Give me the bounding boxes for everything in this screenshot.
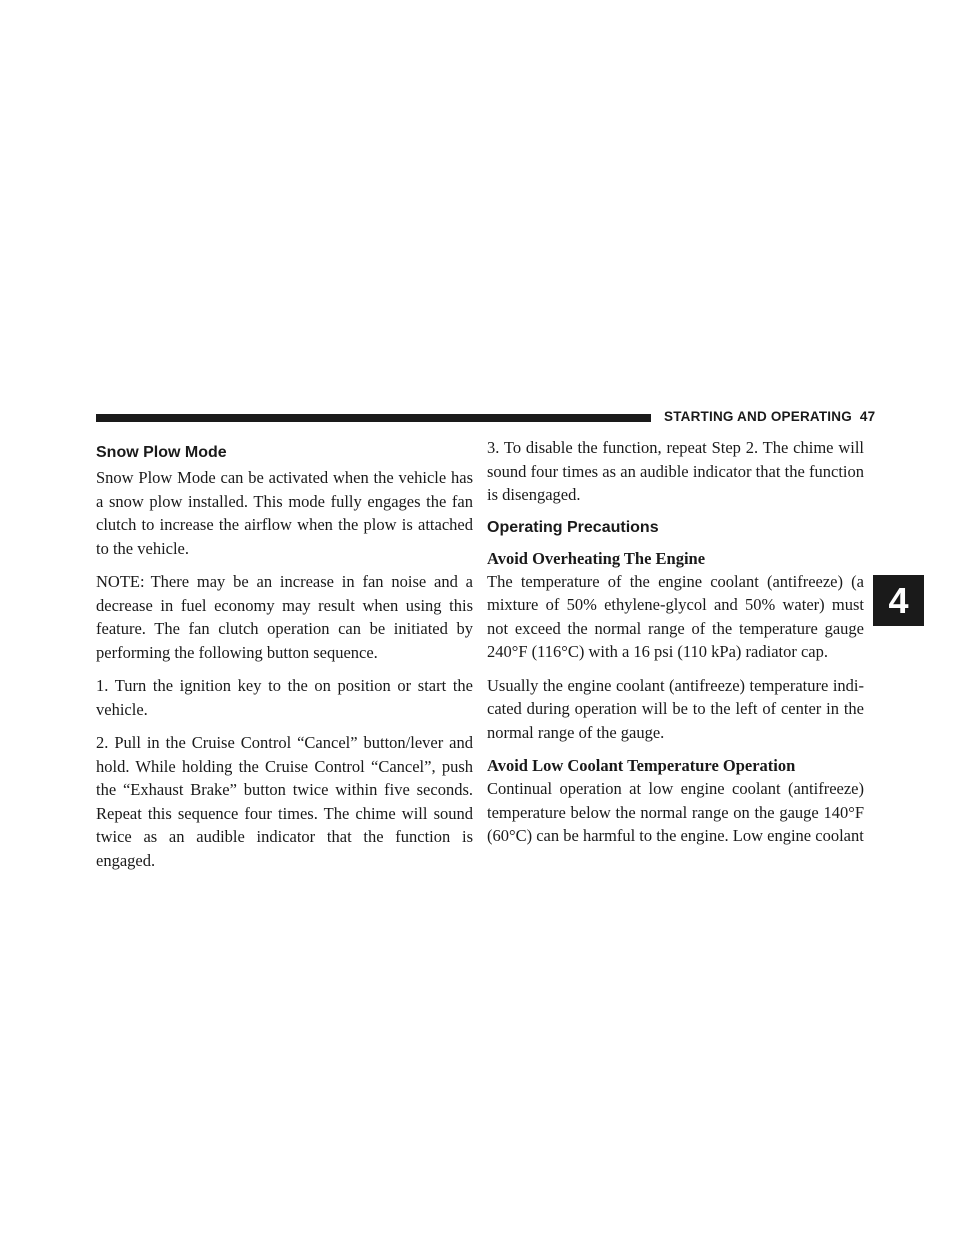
step-3: 3. To disable the function, repeat Step 2. The chime will sound four times as an audible indicator that the function is disengaged. bbox=[487, 438, 864, 504]
step-1: 1. Turn the ignition key to the on position or start the vehicle. bbox=[96, 676, 473, 719]
snow-plow-heading: Snow Plow Mode bbox=[96, 444, 227, 461]
section-title: STARTING AND OPERATING bbox=[664, 409, 852, 424]
page-number: 47 bbox=[859, 409, 876, 424]
note-paragraph bbox=[96, 570, 473, 664]
note-label: NOTE: bbox=[96, 572, 145, 591]
low-coolant-paragraph: Continual operation at low engine coolant (antifreeze) temperature below the normal range on the gauge 140°F (60°C) can be harmful to the engine. Low engine coolant bbox=[487, 779, 864, 845]
overheating-paragraph-2: Usually the engine coolant (antifreeze) temperature indi-cated during operation will be to the left of center in the normal range of the gauge. bbox=[487, 675, 864, 742]
chapter-tab: 4 bbox=[873, 575, 924, 626]
right-column bbox=[487, 436, 864, 856]
operating-precautions-heading: Operating Precautions bbox=[487, 518, 659, 536]
left-column bbox=[96, 436, 473, 882]
snow-plow-intro: Snow Plow Mode can be activated when the vehicle has a snow plow installed. This mode fully engages the fan clutch to increase the airflow when the plow is attached to the vehicle. bbox=[96, 468, 473, 558]
note-text: There may be an increase in fan noise and a decrease in fuel economy may result when using this feature. The fan clutch operation can be initiated by performing the following button sequence. bbox=[96, 572, 473, 662]
running-header bbox=[664, 409, 875, 424]
avoid-overheating-heading: Avoid Overheating The Engine bbox=[487, 548, 706, 568]
overheating-paragraph-1: The temperature of the engine coolant (antifreeze) (a mixture of 50% ethylene-glycol and 50% water) must not exceed the normal range of the temperature gauge 240°F (116°C) with a 16 psi (110 kPa) radiator cap. bbox=[487, 571, 864, 661]
low-coolant-heading: Avoid Low Coolant Temperature Operation bbox=[487, 756, 796, 775]
header-rule bbox=[96, 414, 651, 422]
step-2: 2. Pull in the Cruise Control “Cancel” button/lever and hold. While holding the Cruise Control “Cancel”, push the “Exhaust Brake” button twice within five seconds. Repeat this sequence four times. The chime will sound twice as an audible indicator that the function is engaged. bbox=[96, 733, 473, 870]
